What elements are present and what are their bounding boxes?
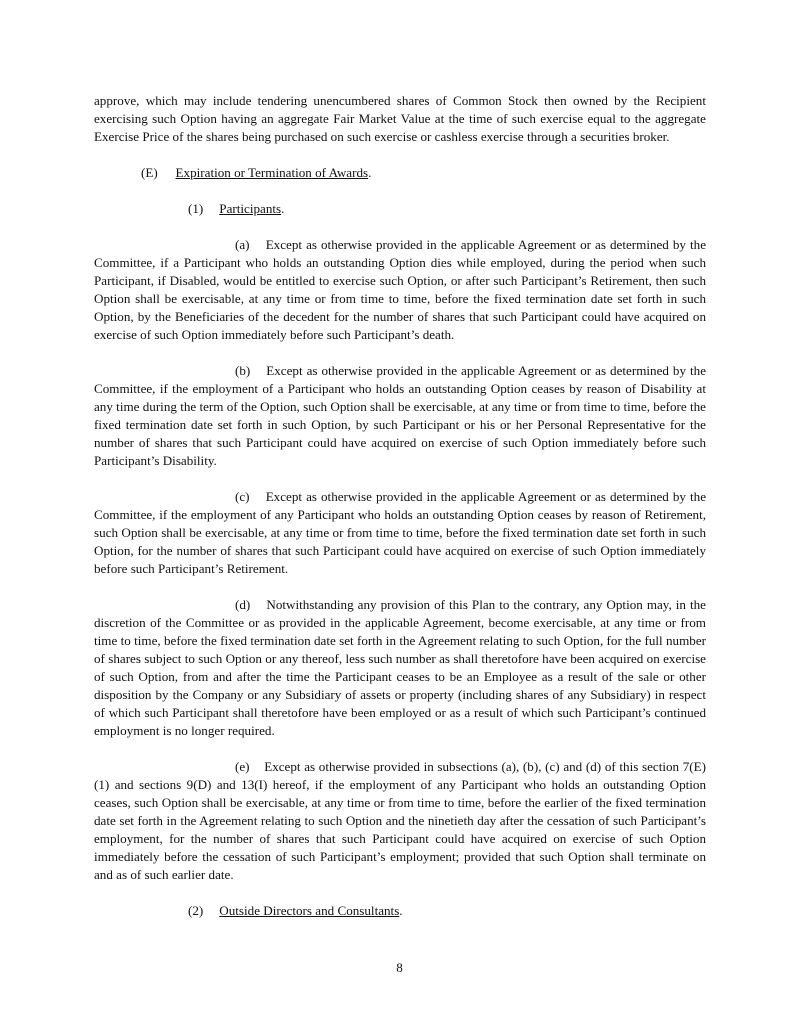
subsection-2-title: Outside Directors and Consultants	[219, 903, 400, 918]
paragraph-a	[94, 236, 706, 344]
subsection-2-label: (2)	[188, 903, 204, 918]
paragraph-b	[94, 362, 706, 470]
paragraph-c-label: (c)	[235, 489, 250, 504]
subsection-1-label: (1)	[188, 201, 204, 216]
spacer	[94, 578, 706, 596]
paragraph-e-text: Except as otherwise provided in subsections (a), (b), (c) and (d) of this section 7(E)(1) and sections 9(D) and 13(I) hereof, if the employment of any Participant who holds an outstanding Option ceases, such Option shall be exercisable, at any time or from time to time, before the earlier of the fixed termination date set forth in the Agreement relating to such Option and the ninetieth day after the cessation of such Participant’s employment, for the number of shares that such Participant could have acquired on exercise of such Option immediately before the cessation of such Participant’s employment; provided that such Option shall terminate on and as of such earlier date.	[94, 759, 706, 882]
spacer	[94, 146, 706, 164]
paragraph-e-label: (e)	[235, 759, 250, 774]
section-e-heading	[94, 164, 706, 182]
paragraph-e	[94, 758, 706, 884]
paragraph-c	[94, 488, 706, 578]
paragraph-a-text: Except as otherwise provided in the applicable Agreement or as determined by the Committee, if a Participant who holds an outstanding Option dies while employed, during the period when such Participant, if Disabled, would be entitled to exercise such Option, or after such Participant’s Retirement, then such Option shall be exercisable, at any time or from time to time, before the fixed termination date set forth in such Option, by the Beneficiaries of the decedent for the number of shares that such Participant could have acquired on exercise of such Option immediately before such Participant’s death.	[94, 237, 707, 342]
spacer	[94, 470, 706, 488]
spacer	[94, 344, 706, 362]
paragraph-d-label: (d)	[235, 597, 251, 612]
paragraph-b-label: (b)	[235, 363, 251, 378]
paragraph-d-text: Notwithstanding any provision of this Plan to the contrary, any Option may, in the discretion of the Committee or as provided in the applicable Agreement, become exercisable, at any time or from time to time, before the fixed termination date set forth in the Agreement relating to such Option, for the full number of shares subject to such Option or any thereof, less such number as shall theretofore have been acquired on exercise of such Option, from and after the time the Participant ceases to be an Employee as a result of the sale or other disposition by the Company or any Subsidiary of assets or property (including shares of any Subsidiary) in respect of which such Participant shall theretofore have been employed or as a result of which such Participant’s continued employment is no longer required.	[94, 597, 706, 738]
paragraph-b-text: Except as otherwise provided in the applicable Agreement or as determined by the Committee, if the employment of a Participant who holds an outstanding Option ceases by reason of Disability at any time during the term of the Option, such Option shall be exercisable, at any time or from time to time, before the fixed termination date set forth in such Option, by such Participant or his or her Personal Representative for the number of shares that such Participant could have acquired on exercise of such Option immediately before such Participant’s Disability.	[94, 363, 707, 468]
document-page	[94, 92, 706, 920]
page-number: 8	[396, 960, 403, 975]
subsection-1-heading	[94, 200, 706, 218]
spacer	[94, 884, 706, 902]
paragraph-c-text: Except as otherwise provided in the applicable Agreement or as determined by the Committee, if the employment of any Participant who holds an outstanding Option ceases by reason of Retirement, such Option shall be exercisable, at any time or from time to time, before the fixed termination date set forth in such Option, for the number of shares that such Participant could have acquired on exercise of such Option immediately before such Participant’s Retirement.	[94, 489, 707, 576]
paragraph-a-label: (a)	[235, 237, 250, 252]
spacer	[94, 182, 706, 200]
section-e-label: (E)	[141, 165, 158, 180]
spacer	[94, 218, 706, 236]
section-e-trail: .	[368, 165, 372, 180]
subsection-2-trail: .	[399, 903, 403, 918]
intro-paragraph: approve, which may include tendering unencumbered shares of Common Stock then owned by the Recipient exercising such Option having an aggregate Fair Market Value at the time of such exercise equal to the aggregate Exercise Price of the shares being purchased on such exercise or cashless exercise through a securities broker.	[94, 93, 706, 144]
subsection-2-heading	[94, 902, 706, 920]
section-e-title: Expiration or Termination of Awards	[175, 165, 369, 180]
paragraph-d	[94, 596, 706, 740]
subsection-1-title: Participants	[219, 201, 282, 216]
spacer	[94, 740, 706, 758]
subsection-1-trail: .	[281, 201, 285, 216]
